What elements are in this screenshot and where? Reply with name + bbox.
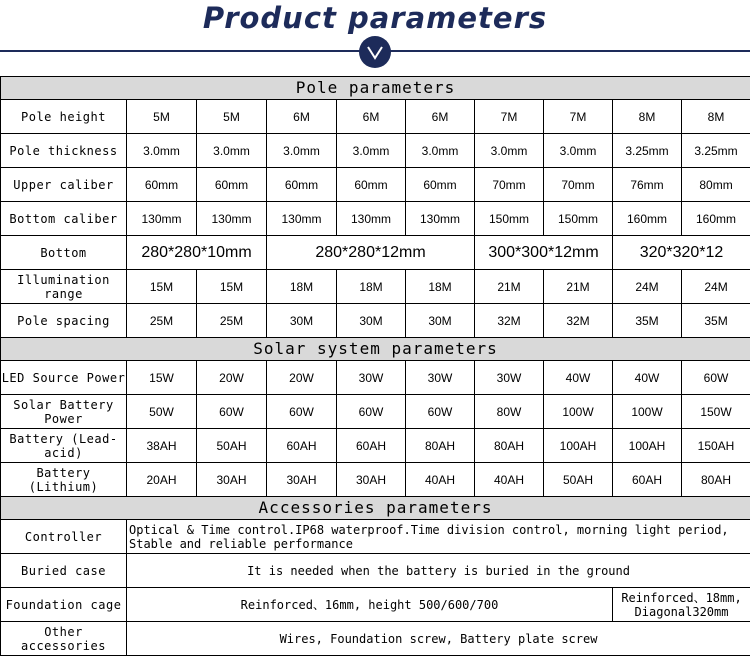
table-cell: 18M	[267, 270, 337, 304]
table-cell: 25M	[197, 304, 267, 338]
chevron-down-icon	[359, 36, 391, 68]
table-cell: 6M	[267, 100, 337, 134]
table-cell: 7M	[544, 100, 613, 134]
table-cell: 30M	[267, 304, 337, 338]
table-cell: 150AH	[682, 429, 750, 463]
table-cell: 80AH	[475, 429, 544, 463]
table-cell: 3.0mm	[267, 134, 337, 168]
table-cell: 150mm	[544, 202, 613, 236]
section-title: Solar system parameters	[1, 338, 750, 361]
table-cell: 60mm	[197, 168, 267, 202]
table-row	[1, 100, 750, 134]
table-cell: 150W	[682, 395, 750, 429]
table-cell: 80mm	[682, 168, 750, 202]
row-label: Pole height	[1, 100, 127, 134]
table-cell: 100AH	[613, 429, 682, 463]
table-cell: 30AH	[197, 463, 267, 497]
table-cell: 60W	[406, 395, 475, 429]
table-cell: 80W	[475, 395, 544, 429]
table-cell: Reinforced、18mm, Diagonal320mm	[613, 588, 750, 622]
table-cell: 20W	[267, 361, 337, 395]
table-cell: 3.0mm	[127, 134, 197, 168]
table-cell: 8M	[682, 100, 750, 134]
table-cell: 150mm	[475, 202, 544, 236]
table-cell: 38AH	[127, 429, 197, 463]
table-cell: 280*280*12mm	[267, 236, 475, 270]
row-label: Pole spacing	[1, 304, 127, 338]
table-cell: 50W	[127, 395, 197, 429]
table-cell: 70mm	[475, 168, 544, 202]
table-row	[1, 622, 750, 656]
table-cell: 24M	[613, 270, 682, 304]
table-cell: 70mm	[544, 168, 613, 202]
table-cell: 100W	[613, 395, 682, 429]
table-cell: 80AH	[406, 429, 475, 463]
table-cell: 7M	[475, 100, 544, 134]
table-cell: 5M	[197, 100, 267, 134]
row-label: Bottom caliber	[1, 202, 127, 236]
table-cell: 60mm	[127, 168, 197, 202]
table-cell: 40AH	[475, 463, 544, 497]
table-cell: 3.25mm	[613, 134, 682, 168]
row-label: Battery (Lithium)	[1, 463, 127, 497]
table-cell: 130mm	[127, 202, 197, 236]
table-cell: 3.0mm	[197, 134, 267, 168]
table-cell: 6M	[337, 100, 406, 134]
row-label: Pole thickness	[1, 134, 127, 168]
row-label: Upper caliber	[1, 168, 127, 202]
section-header-pole	[1, 77, 750, 100]
table-cell: 60W	[682, 361, 750, 395]
table-cell: 30AH	[337, 463, 406, 497]
table-cell: 320*320*12	[613, 236, 750, 270]
table-cell: 60W	[197, 395, 267, 429]
table-cell: 30W	[337, 361, 406, 395]
table-row	[1, 395, 750, 429]
table-cell: 130mm	[267, 202, 337, 236]
table-row	[1, 168, 750, 202]
table-cell: 130mm	[406, 202, 475, 236]
row-label: Buried case	[1, 554, 127, 588]
table-cell: It is needed when the battery is buried in the ground	[127, 554, 750, 588]
table-cell: 18M	[406, 270, 475, 304]
table-cell: 50AH	[544, 463, 613, 497]
section-header-accessories	[1, 497, 750, 520]
table-cell: 21M	[544, 270, 613, 304]
table-cell: 30W	[406, 361, 475, 395]
table-cell: 32M	[544, 304, 613, 338]
table-cell: 60W	[337, 395, 406, 429]
table-cell: 300*300*12mm	[475, 236, 613, 270]
table-cell: 76mm	[613, 168, 682, 202]
table-cell: 18M	[337, 270, 406, 304]
table-cell: Reinforced、16mm, height 500/600/700	[127, 588, 613, 622]
table-cell: 30M	[337, 304, 406, 338]
table-cell: 8M	[613, 100, 682, 134]
table-cell: 24M	[682, 270, 750, 304]
table-cell: 130mm	[197, 202, 267, 236]
table-cell: 60W	[267, 395, 337, 429]
row-label: Controller	[1, 520, 127, 554]
row-label: Battery (Lead-acid)	[1, 429, 127, 463]
section-title: Pole parameters	[1, 77, 750, 100]
table-row	[1, 202, 750, 236]
table-row	[1, 554, 750, 588]
section-title: Accessories parameters	[1, 497, 750, 520]
table-row	[1, 304, 750, 338]
table-row	[1, 520, 750, 554]
table-cell: 15W	[127, 361, 197, 395]
table-cell: 5M	[127, 100, 197, 134]
table-cell: 160mm	[682, 202, 750, 236]
table-row	[1, 236, 750, 270]
table-cell: 160mm	[613, 202, 682, 236]
table-cell: 20W	[197, 361, 267, 395]
table-cell: 15M	[127, 270, 197, 304]
table-row	[1, 134, 750, 168]
table-cell: 30M	[406, 304, 475, 338]
table-cell: 60mm	[267, 168, 337, 202]
table-cell: 130mm	[337, 202, 406, 236]
table-cell: 35M	[682, 304, 750, 338]
table-cell: 3.0mm	[475, 134, 544, 168]
table-cell: 40W	[544, 361, 613, 395]
table-cell: 60AH	[267, 429, 337, 463]
table-cell: 3.0mm	[337, 134, 406, 168]
table-cell: 60AH	[337, 429, 406, 463]
table-cell: 60mm	[406, 168, 475, 202]
row-label: Foundation cage	[1, 588, 127, 622]
section-header-solar	[1, 338, 750, 361]
table-cell: 50AH	[197, 429, 267, 463]
table-cell: 280*280*10mm	[127, 236, 267, 270]
table-row	[1, 270, 750, 304]
row-label: Other accessories	[1, 622, 127, 656]
table-cell: 40W	[613, 361, 682, 395]
table-cell: 35M	[613, 304, 682, 338]
table-cell: 80AH	[682, 463, 750, 497]
table-cell: 100AH	[544, 429, 613, 463]
parameter-table	[0, 76, 750, 656]
table-cell: 32M	[475, 304, 544, 338]
table-cell: 25M	[127, 304, 197, 338]
table-cell: 3.0mm	[544, 134, 613, 168]
table-cell: 6M	[406, 100, 475, 134]
page-title: Product parameters	[202, 1, 548, 35]
table-row	[1, 463, 750, 497]
table-cell: 60mm	[337, 168, 406, 202]
row-label: Solar Battery Power	[1, 395, 127, 429]
table-cell: 60AH	[613, 463, 682, 497]
table-row	[1, 429, 750, 463]
table-cell: Optical & Time control.IP68 waterproof.Time division control, morning light period, Stable and reliable performance	[127, 520, 750, 554]
table-cell: Wires, Foundation screw, Battery plate screw	[127, 622, 750, 656]
table-cell: 21M	[475, 270, 544, 304]
table-cell: 40AH	[406, 463, 475, 497]
table-row	[1, 361, 750, 395]
table-cell: 20AH	[127, 463, 197, 497]
table-cell: 30W	[475, 361, 544, 395]
row-label: LED Source Power	[1, 361, 127, 395]
table-cell: 3.0mm	[406, 134, 475, 168]
table-cell: 100W	[544, 395, 613, 429]
table-cell: 15M	[197, 270, 267, 304]
table-row	[1, 588, 750, 622]
table-cell: 3.25mm	[682, 134, 750, 168]
row-label: Illumination range	[1, 270, 127, 304]
table-cell: 30AH	[267, 463, 337, 497]
row-label: Bottom	[1, 236, 127, 270]
